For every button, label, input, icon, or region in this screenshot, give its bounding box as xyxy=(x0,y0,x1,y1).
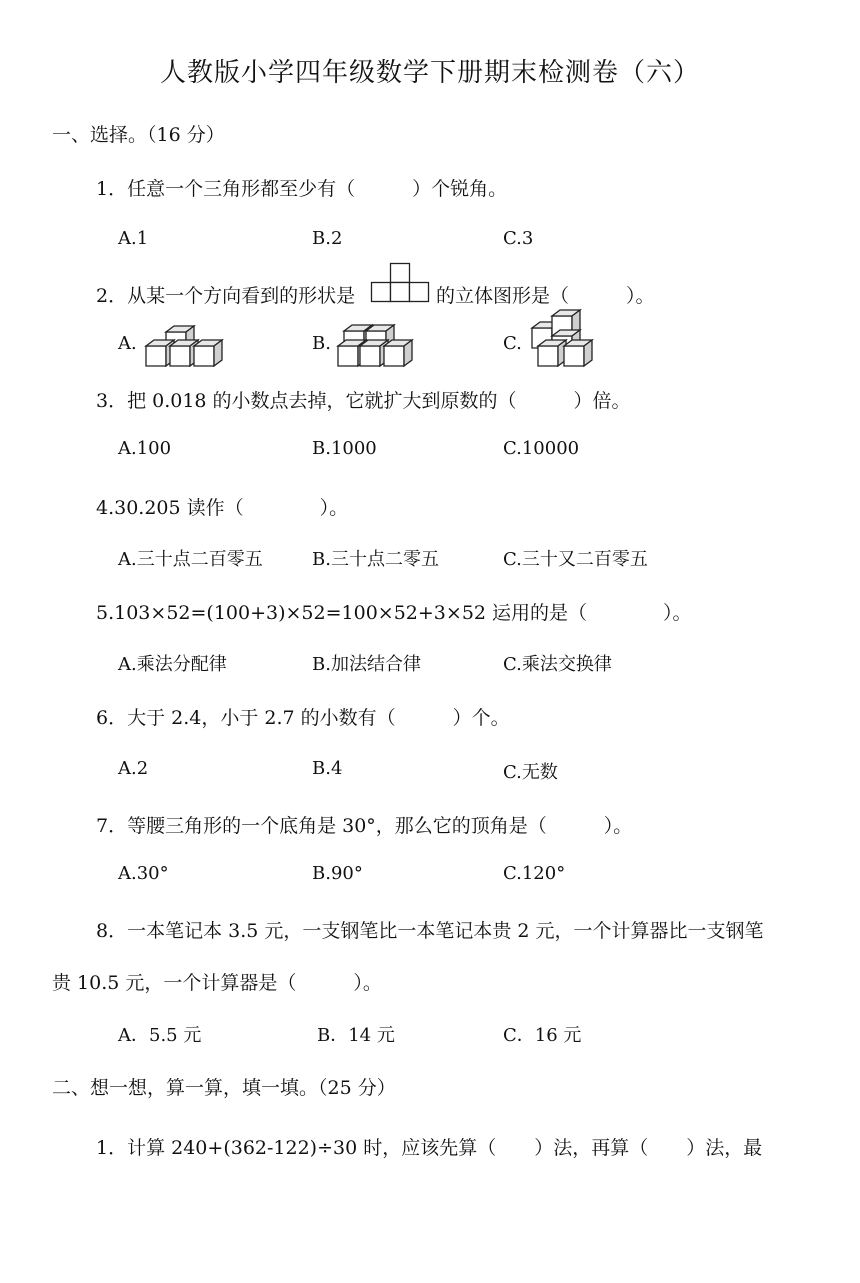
q3-option-a[interactable]: A.100 xyxy=(118,438,172,459)
q7-option-a[interactable]: A.30° xyxy=(118,863,169,884)
q2-option-a[interactable]: A. xyxy=(118,333,137,354)
q2-option-b[interactable]: B. xyxy=(312,333,331,354)
q4-option-c[interactable]: C.三十又二百零五 xyxy=(503,549,648,570)
q8-option-b[interactable]: B．14 元 xyxy=(317,1025,395,1046)
q2-text-pre: 2．从某一个方向看到的形状是 xyxy=(96,285,356,307)
q6-option-b[interactable]: B.4 xyxy=(312,758,343,779)
q8-text-line2: 贵 10.5 元，一个计算器是（ ）。 xyxy=(52,972,382,994)
q1-option-b[interactable]: B.2 xyxy=(312,228,343,249)
s2-q1-text: 1．计算 240+(362-122)÷30 时，应该先算（ ）法，再算（ ）法，最 xyxy=(96,1137,763,1159)
q3-option-b[interactable]: B.1000 xyxy=(312,438,377,459)
q2-option-c-cubes-icon xyxy=(528,306,604,370)
q3-option-c[interactable]: C.10000 xyxy=(503,438,580,459)
q2-option-b-cubes-icon xyxy=(336,320,422,370)
q6-option-a[interactable]: A.2 xyxy=(118,758,149,779)
q7-text: 7．等腰三角形的一个底角是 30°，那么它的顶角是（ ）。 xyxy=(96,815,633,837)
q4-option-a[interactable]: A.三十点二百零五 xyxy=(118,549,263,570)
view-shape-icon xyxy=(370,262,432,304)
q6-option-c[interactable]: C.无数 xyxy=(503,762,558,783)
q5-option-c[interactable]: C.乘法交换律 xyxy=(503,654,612,675)
q1-text: 1．任意一个三角形都至少有（ ）个锐角。 xyxy=(96,178,508,200)
q1-option-c[interactable]: C.3 xyxy=(503,228,534,249)
q2-text-post: 的立体图形是（ ）。 xyxy=(436,285,655,307)
q6-text: 6．大于 2.4，小于 2.7 的小数有（ ）个。 xyxy=(96,707,510,729)
q2-option-c[interactable]: C. xyxy=(503,333,522,354)
q7-option-b[interactable]: B.90° xyxy=(312,863,363,884)
q8-option-c[interactable]: C．16 元 xyxy=(503,1025,582,1046)
page-title: 人教版小学四年级数学下册期末检测卷（六） xyxy=(159,58,700,88)
q2-option-a-cubes-icon xyxy=(144,322,230,370)
q3-text: 3．把 0.018 的小数点去掉，它就扩大到原数的（ ）倍。 xyxy=(96,390,631,412)
q8-text-line1: 8．一本笔记本 3.5 元，一支钢笔比一本笔记本贵 2 元，一个计算器比一支钢笔 xyxy=(96,920,764,942)
q4-text: 4.30.205 读作（ ）。 xyxy=(96,497,349,519)
q4-option-b[interactable]: B.三十点二零五 xyxy=(312,549,439,570)
q1-option-a[interactable]: A.1 xyxy=(118,228,149,249)
section1-heading: 一、选择。（16 分） xyxy=(52,124,225,146)
q5-option-a[interactable]: A.乘法分配律 xyxy=(118,654,227,675)
q8-option-a[interactable]: A．5.5 元 xyxy=(118,1025,202,1046)
q5-text: 5.103×52=(100+3)×52=100×52+3×52 运用的是（ ）。 xyxy=(96,602,692,624)
section2-heading: 二、想一想，算一算，填一填。（25 分） xyxy=(52,1077,396,1099)
q5-option-b[interactable]: B.加法结合律 xyxy=(312,654,421,675)
q7-option-c[interactable]: C.120° xyxy=(503,863,566,884)
